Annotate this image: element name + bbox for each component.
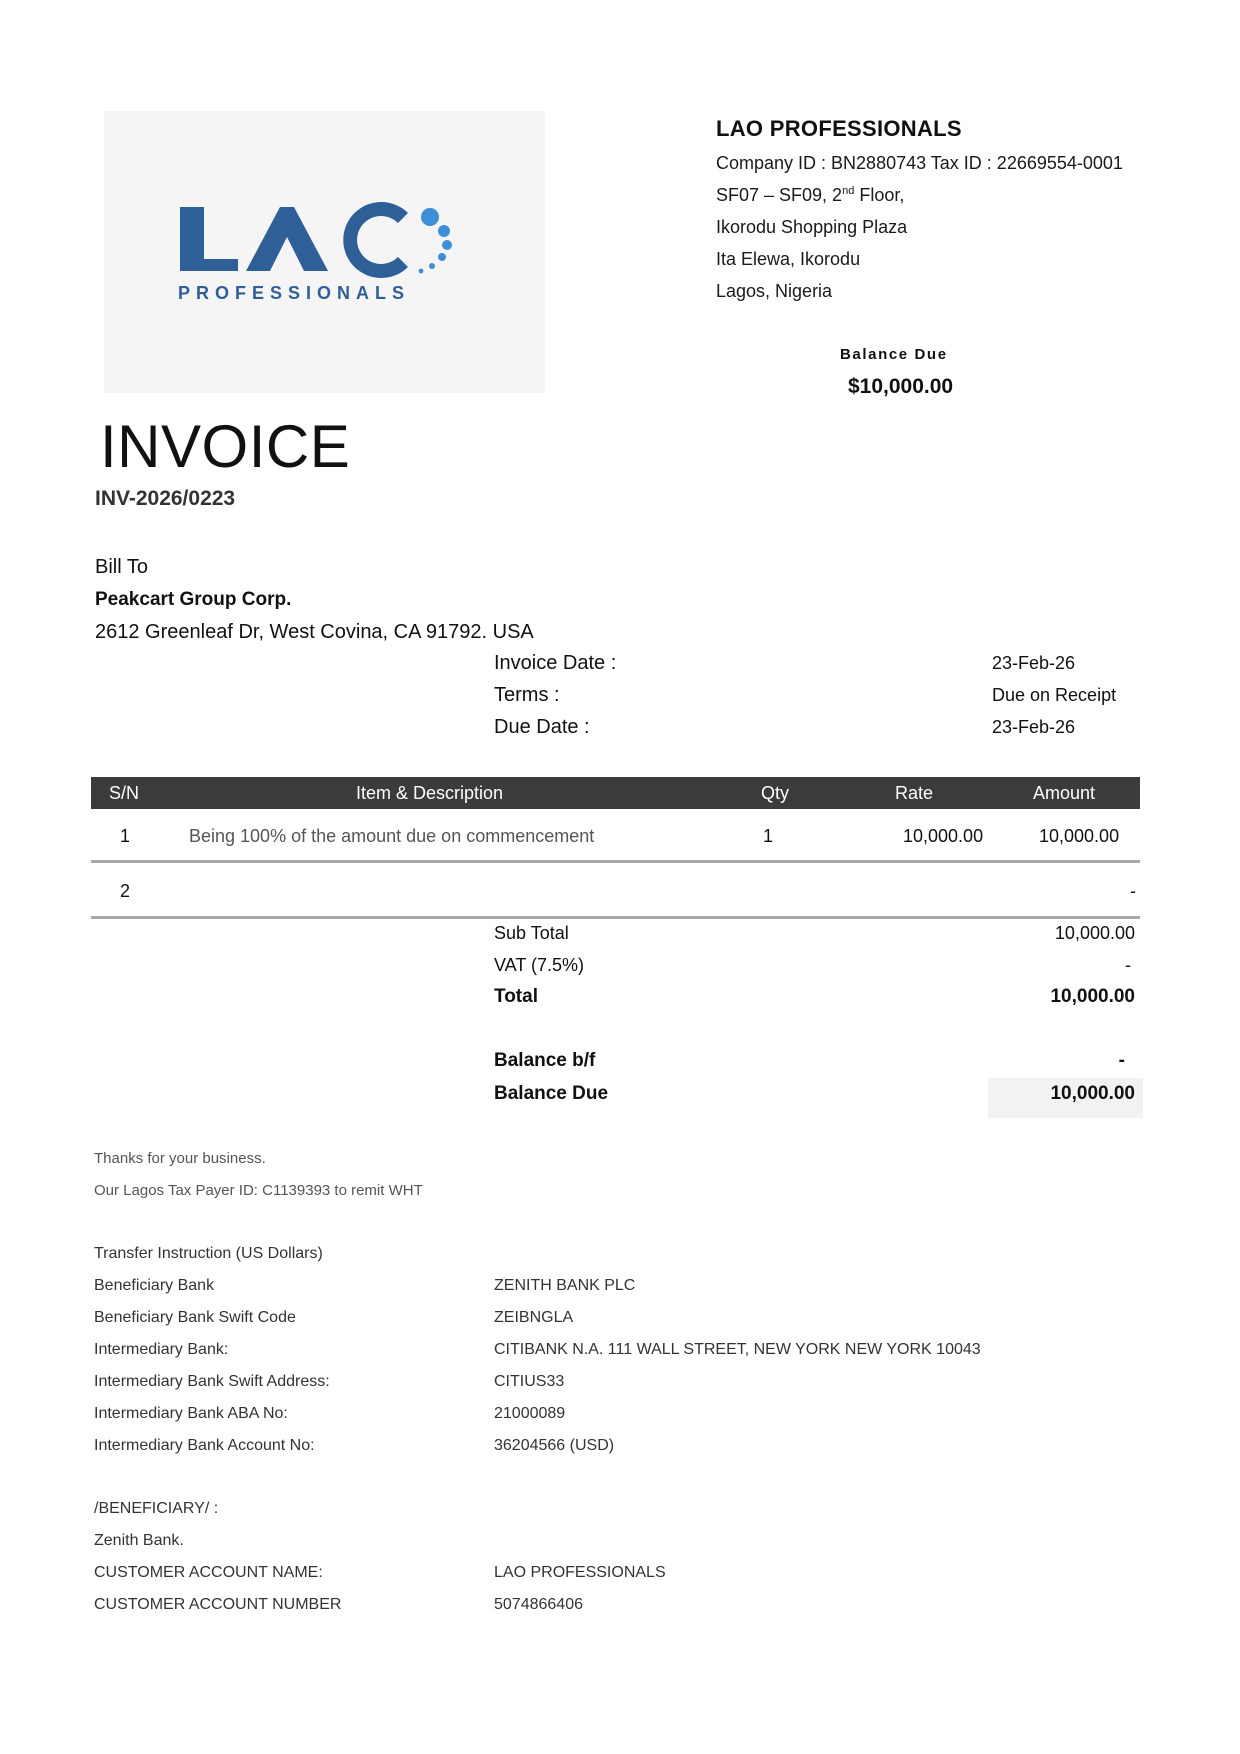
vat-label: VAT (7.5%) <box>494 955 585 975</box>
row-sn: 1 <box>120 826 131 846</box>
balance-due-total-value: 10,000.00 <box>1050 1083 1135 1104</box>
bank-row-value: CITIUS33 <box>494 1373 565 1390</box>
row-qty: 1 <box>763 826 774 846</box>
account-number-value: 5074866406 <box>494 1596 583 1613</box>
total-label: Total <box>494 986 538 1007</box>
due-date-label: Due Date : <box>494 716 590 738</box>
invoice-date-label: Invoice Date : <box>494 652 617 674</box>
bill-to-address: 2612 Greenleaf Dr, West Covina, CA 91792. USA <box>95 621 534 643</box>
invoice-date-value: 23-Feb-26 <box>992 653 1076 673</box>
account-name-label: CUSTOMER ACCOUNT NAME: <box>94 1564 323 1581</box>
bank-row-label: Intermediary Bank ABA No: <box>94 1405 288 1422</box>
company-ids: Company ID : BN2880743 Tax ID : 22669554-0001 <box>716 153 1123 173</box>
header-rate: Rate <box>895 783 934 803</box>
balance-bf-value: - <box>1118 1050 1125 1071</box>
terms-label: Terms : <box>494 684 560 706</box>
vat-value: - <box>1125 955 1131 975</box>
row-divider <box>91 916 1140 919</box>
bill-to-name: Peakcart Group Corp. <box>95 589 292 610</box>
bank-row-label: Beneficiary Bank Swift Code <box>94 1309 296 1326</box>
thanks-note: Thanks for your business. <box>94 1150 266 1167</box>
bank-row-label: Beneficiary Bank <box>94 1277 215 1294</box>
header-amount: Amount <box>1033 783 1096 803</box>
company-address-line2: Ikorodu Shopping Plaza <box>716 217 908 237</box>
bank-row-label: Intermediary Bank: <box>94 1341 229 1358</box>
row-description: Being 100% of the amount due on commencement <box>189 826 595 846</box>
company-logo <box>104 111 545 393</box>
bank-row-label: Intermediary Bank Swift Address: <box>94 1373 330 1390</box>
balance-due-total-label: Balance Due <box>494 1083 609 1104</box>
row-amount: 10,000.00 <box>1039 826 1120 846</box>
total-value: 10,000.00 <box>1050 986 1135 1007</box>
company-name: LAO PROFESSIONALS <box>716 116 962 141</box>
beneficiary-label: /BENEFICIARY/ : <box>94 1500 219 1517</box>
company-address-line1: SF07 – SF09, 2nd Floor, <box>716 185 905 205</box>
bank-row-value: ZEIBNGLA <box>494 1309 574 1326</box>
bill-to-label: Bill To <box>95 556 148 578</box>
header-sn: S/N <box>109 783 140 803</box>
row-divider <box>91 860 1140 863</box>
bank-row-value: CITIBANK N.A. 111 WALL STREET, NEW YORK NEW YORK 10043 <box>494 1341 981 1358</box>
row-rate: 10,000.00 <box>903 826 984 846</box>
items-table-header <box>91 777 1140 809</box>
balance-due-amount: $10,000.00 <box>848 375 954 398</box>
row-amount: - <box>1130 881 1136 901</box>
lac-logo-mark <box>176 201 476 311</box>
tax-id-note: Our Lagos Tax Payer ID: C1139393 to remit WHT <box>94 1182 423 1199</box>
beneficiary-bank: Zenith Bank. <box>94 1532 184 1549</box>
transfer-heading: Transfer Instruction (US Dollars) <box>94 1245 323 1262</box>
bank-row-value: 36204566 (USD) <box>494 1437 615 1454</box>
account-name-value: LAO PROFESSIONALS <box>494 1564 666 1581</box>
company-address-line3: Ita Elewa, Ikorodu <box>716 249 861 269</box>
bank-row-value: ZENITH BANK PLC <box>494 1277 636 1294</box>
balance-due-label: Balance Due <box>840 346 948 363</box>
invoice-number: INV-2026/0223 <box>95 487 236 510</box>
table-row <box>91 820 1140 856</box>
subtotal-label: Sub Total <box>494 923 569 943</box>
row-sn: 2 <box>120 881 131 901</box>
bank-row-value: 21000089 <box>494 1405 566 1422</box>
due-date-value: 23-Feb-26 <box>992 717 1076 737</box>
table-row <box>91 875 1140 911</box>
bank-row-label: Intermediary Bank Account No: <box>94 1437 315 1454</box>
header-qty: Qty <box>761 783 790 803</box>
terms-value: Due on Receipt <box>992 685 1117 705</box>
company-address-line4: Lagos, Nigeria <box>716 281 833 301</box>
balance-bf-label: Balance b/f <box>494 1050 596 1071</box>
subtotal-value: 10,000.00 <box>1054 923 1135 943</box>
account-number-label: CUSTOMER ACCOUNT NUMBER <box>94 1596 342 1613</box>
logo-subtitle: PROFESSIONALS <box>178 283 411 303</box>
header-item: Item & Description <box>356 783 504 803</box>
invoice-title: INVOICE <box>100 413 351 480</box>
